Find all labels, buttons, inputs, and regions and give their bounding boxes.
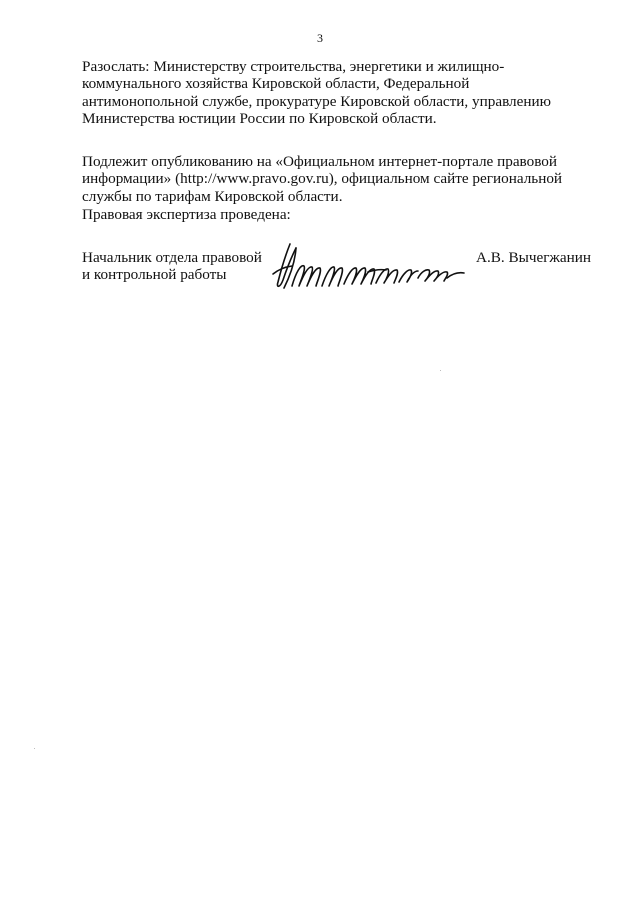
signatory-title-line: и контрольной работы xyxy=(82,266,227,284)
publication-line: информации» (http://www.pravo.gov.ru), официальном сайте региональной xyxy=(82,170,563,188)
distribution-line: Разослать: Министерству строительства, энергетики и жилищно- xyxy=(82,58,505,75)
publication-paragraph xyxy=(82,153,587,205)
signatory-name: А.В. Вычегжанин xyxy=(476,249,592,266)
distribution-line: Министерства юстиции России по Кировской области. xyxy=(82,110,437,128)
signatory-title-line: Начальник отдела правовой xyxy=(82,249,262,266)
page-number: 3 xyxy=(317,31,323,45)
publication-line: Подлежит опубликованию на «Официальном интернет-портале правовой xyxy=(82,153,558,170)
distribution-paragraph xyxy=(82,58,587,128)
publication-line: службы по тарифам Кировской области. xyxy=(82,187,343,205)
distribution-text xyxy=(82,58,587,128)
publication-text xyxy=(82,153,587,205)
distribution-line: коммунального хозяйства Кировской области, Федеральной xyxy=(82,75,470,93)
scan-speck xyxy=(34,748,35,749)
scan-speck xyxy=(440,370,441,371)
legal-expertise-note: Правовая экспертиза проведена: xyxy=(82,206,291,223)
signatory-title xyxy=(82,249,292,284)
distribution-line: антимонопольной службе, прокуратуре Кировской области, управлению xyxy=(82,92,551,110)
handwritten-signature xyxy=(268,236,473,296)
